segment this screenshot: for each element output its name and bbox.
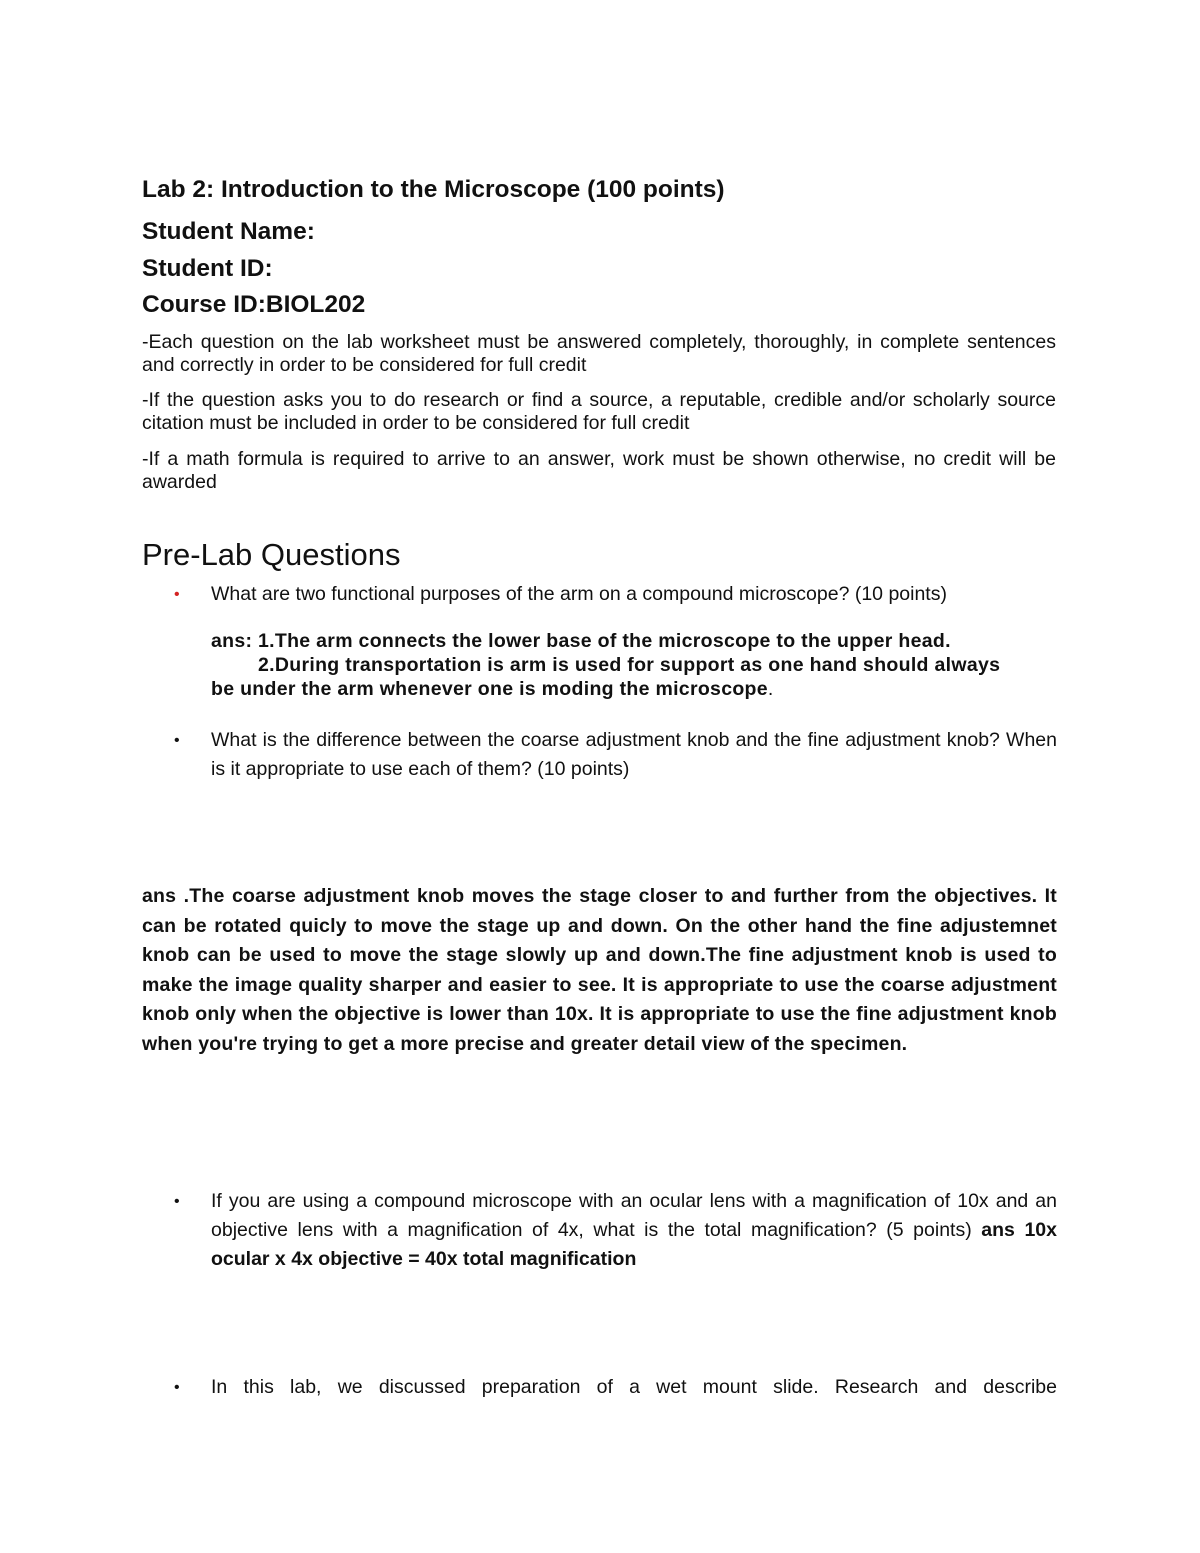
question-3 (211, 1187, 1057, 1274)
bullet-icon: • (174, 1193, 180, 1210)
question-1-answer-line-2: 2.During transportation is arm is used for support as one hand should always (258, 654, 1001, 676)
bullet-icon: • (174, 1379, 180, 1396)
question-1-answer-line-1: ans: 1.The arm connects the lower base of the microscope to the upper head. (211, 630, 951, 652)
student-name-label: Student Name: (142, 218, 315, 245)
bullet-icon: • (174, 586, 180, 603)
instruction-source-citation: -If the question asks you to do research or find a source, a reputable, credible and/or scholarly source citation must be included in order to be considered for full credit (142, 389, 1056, 434)
question-1-answer-line-3-text: be under the arm whenever one is moding the microscope (211, 678, 768, 700)
question-1-text: What are two functional purposes of the arm on a compound microscope? (10 points) (211, 583, 947, 605)
question-2-answer: ans .The coarse adjustment knob moves the stage closer to and further from the objectives. It can be rotated quicly to move the stage up and down. On the other hand the fine adjustemnet knob can be used to move the stage slowly up and down.The fine adjustment knob is used to make the image quality sharper and easier to see. It is appropriate to use the coarse adjustment knob only when the objective is lower than 10x. It is appropriate to use the fine adjustment knob when you're trying to get a more precise and greater detail view of the specimen. (142, 885, 1057, 1055)
student-id-label: Student ID: (142, 255, 273, 282)
course-id-label: Course ID:BIOL202 (142, 291, 366, 318)
question-1-answer-line-3 (211, 677, 774, 701)
question-3-answer: ans 10x ocular x 4x objective = 40x total magnification (211, 1219, 1057, 1270)
instruction-show-work: -If a math formula is required to arrive to an answer, work must be shown otherwise, no credit will be awarded (142, 448, 1056, 493)
question-1-answer-end: . (767, 678, 774, 700)
section-title-pre-lab: Pre-Lab Questions (142, 537, 401, 572)
lab-title: Lab 2: Introduction to the Microscope (100 points) (142, 176, 725, 203)
bullet-icon: • (174, 732, 180, 749)
instruction-complete-answers: -Each question on the lab worksheet must be answered completely, thoroughly, in complete sentences and correctly in order to be considered for full credit (142, 331, 1056, 376)
question-2-text: What is the difference between the coarse adjustment knob and the fine adjustment knob? When is it appropriate to use each of them? (10 points) (211, 729, 1057, 780)
question-4-text: In this lab, we discussed preparation of a wet mount slide. Research and describe (211, 1376, 1057, 1398)
question-3-text: If you are using a compound microscope with an ocular lens with a magnification of 10x and an objective lens with a magnification of 4x, what is the total magnification? (5 points) (211, 1190, 1057, 1241)
